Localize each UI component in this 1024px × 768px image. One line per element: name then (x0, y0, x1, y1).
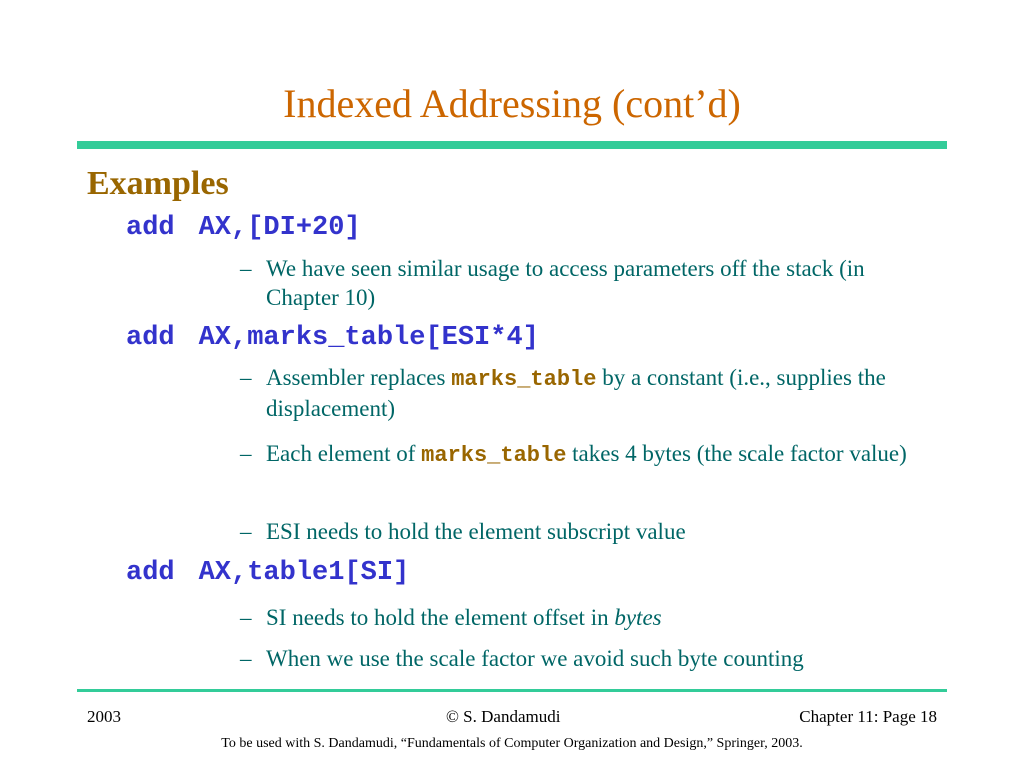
bullet-text-part: When we use the scale factor we avoid such byte counting (266, 646, 804, 671)
footer-year: 2003 (87, 707, 121, 726)
title-divider (77, 141, 947, 149)
bullet-dash: – (240, 365, 252, 390)
code-line-1 (126, 212, 361, 244)
code-mnemonic: add (126, 323, 175, 353)
bullet-text-part: takes 4 bytes (the scale factor value) (566, 441, 907, 466)
bullet-text (240, 363, 940, 423)
bullet-item (240, 363, 940, 423)
code-mnemonic: add (126, 558, 175, 588)
footer-note: To be used with S. Dandamudi, “Fundamentals of Computer Organization and Design,” Springer, 2003. (221, 736, 803, 751)
bullet-dash: – (240, 441, 252, 466)
bullet-text (240, 254, 940, 312)
bullet-text-part: by a constant (i.e., supplies the displacement) (266, 365, 886, 421)
bullet-item (240, 603, 940, 632)
bullet-item (240, 517, 940, 546)
bullet-text-part: SI needs to hold the element offset in (266, 605, 615, 630)
bullet-item (240, 436, 940, 474)
footer-author: © S. Dandamudi (446, 707, 561, 726)
inline-code: marks_table (421, 443, 567, 468)
inline-code: marks_table (451, 367, 597, 392)
code-line-3 (126, 557, 409, 589)
bullet-text (240, 644, 940, 673)
bullet-text (240, 436, 940, 474)
slide-title: Indexed Addressing (cont’d) (283, 81, 741, 126)
bullet-text-part: We have seen similar usage to access parameters off the stack (in Chapter 10) (266, 256, 865, 310)
bullet-text (240, 517, 940, 546)
bullet-item (240, 254, 940, 312)
section-heading: Examples (87, 165, 229, 202)
code-line-2 (126, 322, 539, 354)
bullet-text-part: Each element of (266, 441, 422, 466)
code-operands: AX,marks_table[ESI*4] (198, 323, 539, 353)
bullet-dash: – (240, 605, 252, 630)
bullet-dash: – (240, 646, 252, 671)
emphasis-text: bytes (614, 605, 662, 630)
footer-page-number: Chapter 11: Page 18 (799, 707, 937, 726)
footer-divider (77, 689, 947, 692)
bullet-text-part: ESI needs to hold the element subscript value (266, 519, 686, 544)
bullet-item (240, 644, 940, 673)
bullet-dash: – (240, 256, 252, 281)
bullet-text-part: Assembler replaces (266, 365, 452, 390)
bullet-text (240, 603, 940, 632)
code-operands: AX,table1[SI] (198, 558, 410, 588)
bullet-dash: – (240, 519, 252, 544)
code-operands: AX,[DI+20] (198, 213, 361, 243)
code-mnemonic: add (126, 213, 175, 243)
